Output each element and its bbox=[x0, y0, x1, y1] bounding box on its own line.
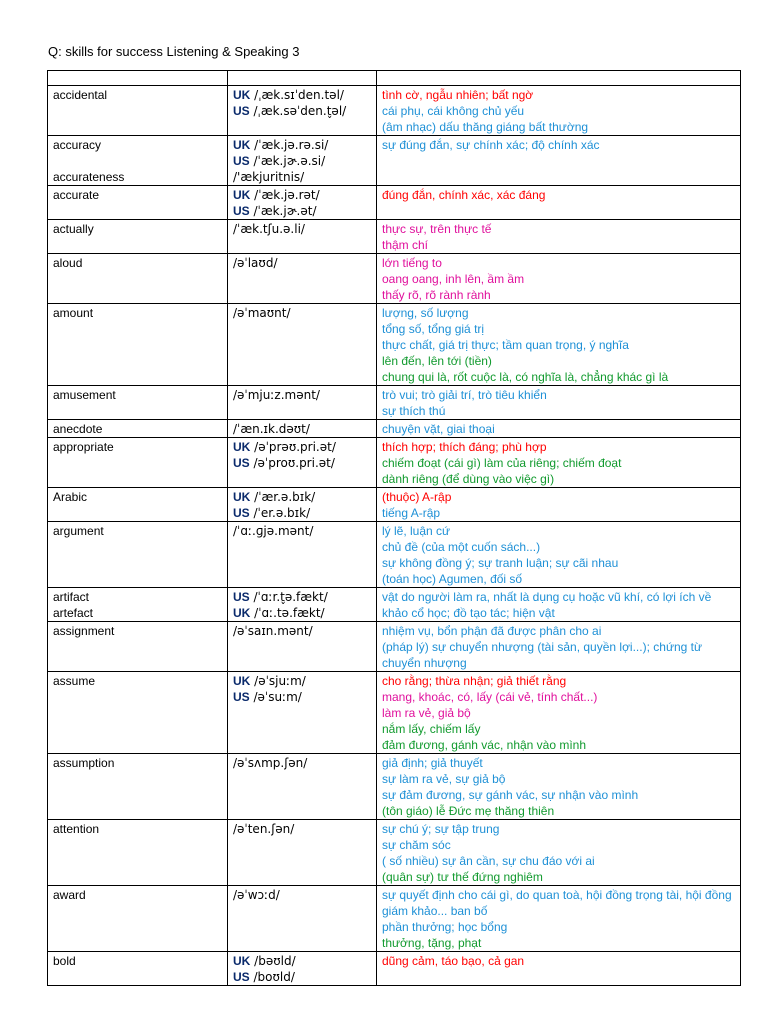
accent-label: US bbox=[233, 970, 250, 984]
word-text: award bbox=[53, 888, 86, 902]
pronunciation-line bbox=[233, 153, 372, 169]
word-cell bbox=[48, 254, 228, 304]
word-cell bbox=[48, 386, 228, 420]
definition-line: sự chăm sóc bbox=[382, 838, 451, 852]
word-text: argument bbox=[53, 524, 104, 538]
ipa-text: /əˈsaɪn.mənt/ bbox=[233, 624, 313, 638]
definition-cell bbox=[377, 420, 741, 438]
definition-line: nắm lấy, chiếm lấy bbox=[382, 722, 481, 736]
word-cell bbox=[48, 952, 228, 986]
definition-cell bbox=[377, 220, 741, 254]
pronunciation-line bbox=[233, 589, 372, 605]
table-row bbox=[48, 438, 741, 488]
ipa-text: /əˈlaʊd/ bbox=[233, 256, 278, 270]
definition-line: (toán học) Agumen, đối số bbox=[382, 572, 523, 586]
pronunciation-cell bbox=[228, 488, 377, 522]
ipa-text: /əˈmaʊnt/ bbox=[233, 306, 291, 320]
ipa-text: /əˈproʊ.pri.ət/ bbox=[249, 456, 335, 470]
definition-cell bbox=[377, 754, 741, 820]
word-text: accurateness bbox=[53, 170, 125, 184]
word-text: accidental bbox=[53, 88, 108, 102]
pronunciation-line bbox=[233, 421, 372, 437]
pronunciation-line bbox=[233, 221, 372, 237]
word-cell bbox=[48, 672, 228, 754]
definition-cell bbox=[377, 522, 741, 588]
header-cell-pronunciation bbox=[228, 71, 377, 86]
pronunciation-cell bbox=[228, 304, 377, 386]
accent-label: US bbox=[233, 690, 250, 704]
definition-line: lên đến, lên tới (tiền) bbox=[382, 354, 492, 368]
pronunciation-line bbox=[233, 255, 372, 271]
word-cell bbox=[48, 522, 228, 588]
ipa-text: /ˈæk.jə.rət/ bbox=[250, 188, 320, 202]
pronunciation-line bbox=[233, 203, 372, 219]
ipa-text: /ˈæk.jɚ.ət/ bbox=[249, 204, 317, 218]
accent-label: UK bbox=[233, 674, 251, 688]
word-text: actually bbox=[53, 222, 94, 236]
pronunciation-line bbox=[233, 87, 372, 103]
ipa-text: /ˈær.ə.bɪk/ bbox=[250, 490, 316, 504]
accent-label: UK bbox=[233, 606, 251, 620]
pronunciation-line bbox=[233, 137, 372, 153]
definition-line: chủ đề (của một cuốn sách...) bbox=[382, 540, 541, 554]
definition-line: ( số nhiều) sự ân cần, sự chu đáo với ai bbox=[382, 854, 595, 868]
pronunciation-cell bbox=[228, 952, 377, 986]
pronunciation-line bbox=[233, 953, 372, 969]
definition-line: sự đúng đắn, sự chính xác; độ chính xác bbox=[382, 138, 600, 152]
accent-label: UK bbox=[233, 490, 251, 504]
ipa-text: /boʊld/ bbox=[249, 970, 295, 984]
definition-line: chiếm đoạt (cái gì) làm của riêng; chiếm đoạt bbox=[382, 456, 622, 470]
word-text: assumption bbox=[53, 756, 115, 770]
definition-line: sự quyết định cho cái gì, do quan toà, hội đồng trọng tài, hội đồng giám khảo... ban bố bbox=[382, 888, 732, 918]
table-row bbox=[48, 754, 741, 820]
word-text: bold bbox=[53, 954, 76, 968]
ipa-text: /ˈɑː.tə.fækt/ bbox=[250, 606, 325, 620]
ipa-text: /əˈwɔːd/ bbox=[233, 888, 280, 902]
definition-line: thích hợp; thích đáng; phù hợp bbox=[382, 440, 547, 454]
page-title: Q: skills for success Listening & Speaking 3 bbox=[48, 44, 300, 59]
table-row bbox=[48, 220, 741, 254]
pronunciation-cell bbox=[228, 86, 377, 136]
definition-cell bbox=[377, 622, 741, 672]
pronunciation-cell bbox=[228, 220, 377, 254]
table-row bbox=[48, 820, 741, 886]
pronunciation-line bbox=[233, 169, 372, 185]
pronunciation-cell bbox=[228, 588, 377, 622]
ipa-text: /ˈer.ə.bɪk/ bbox=[249, 506, 311, 520]
accent-label: US bbox=[233, 154, 250, 168]
table-row bbox=[48, 86, 741, 136]
definition-line: dành riêng (để dùng vào việc gì) bbox=[382, 472, 555, 486]
definition-cell bbox=[377, 438, 741, 488]
ipa-text: /əˈprəʊ.pri.ət/ bbox=[250, 440, 336, 454]
table-row bbox=[48, 588, 741, 622]
definition-cell bbox=[377, 820, 741, 886]
accent-label: US bbox=[233, 456, 250, 470]
definition-line: sự thích thú bbox=[382, 404, 446, 418]
table-row bbox=[48, 952, 741, 986]
word-cell bbox=[48, 438, 228, 488]
accent-label: UK bbox=[233, 88, 251, 102]
ipa-text: /bəʊld/ bbox=[250, 954, 296, 968]
pronunciation-cell bbox=[228, 522, 377, 588]
definition-line: lớn tiếng to bbox=[382, 256, 442, 270]
definition-line: thực chất, giá trị thực; tầm quan trọng, ý nghĩa bbox=[382, 338, 629, 352]
table-row bbox=[48, 522, 741, 588]
definition-line: tiếng A-rập bbox=[382, 506, 441, 520]
pronunciation-cell bbox=[228, 254, 377, 304]
definition-cell bbox=[377, 588, 741, 622]
definition-line: tổng số, tổng giá trị bbox=[382, 322, 485, 336]
pronunciation-line bbox=[233, 969, 372, 985]
pronunciation-cell bbox=[228, 622, 377, 672]
definition-line: sự đảm đương, sự gánh vác, sự nhận vào mình bbox=[382, 788, 639, 802]
table-row bbox=[48, 386, 741, 420]
definition-line: (pháp lý) sự chuyển nhượng (tài sản, quyền lợi...); chứng từ chuyển nhượng bbox=[382, 640, 703, 670]
word-text: appropriate bbox=[53, 440, 114, 454]
definition-cell bbox=[377, 386, 741, 420]
table-row bbox=[48, 886, 741, 952]
definition-cell bbox=[377, 886, 741, 952]
header-cell-definition bbox=[377, 71, 741, 86]
vocabulary-table bbox=[47, 70, 741, 986]
definition-line: đúng đắn, chính xác, xác đáng bbox=[382, 188, 546, 202]
definition-cell bbox=[377, 136, 741, 186]
ipa-text: /ˌæk.səˈden.t̬əl/ bbox=[249, 104, 347, 118]
accent-label: US bbox=[233, 590, 250, 604]
word-cell bbox=[48, 488, 228, 522]
ipa-text: /ˈæn.ɪk.dəʊt/ bbox=[233, 422, 310, 436]
accent-label: UK bbox=[233, 188, 251, 202]
word-cell bbox=[48, 622, 228, 672]
table-row bbox=[48, 136, 741, 186]
pronunciation-cell bbox=[228, 186, 377, 220]
table-row bbox=[48, 254, 741, 304]
definition-line: mang, khoác, có, lấy (cái vẻ, tính chất...) bbox=[382, 690, 598, 704]
ipa-text: /əˈsjuːm/ bbox=[250, 674, 306, 688]
accent-label: US bbox=[233, 204, 250, 218]
ipa-text: /ˈɑːr.t̬ə.fækt/ bbox=[249, 590, 328, 604]
pronunciation-cell bbox=[228, 754, 377, 820]
table-header-row bbox=[48, 71, 741, 86]
definition-cell bbox=[377, 672, 741, 754]
ipa-text: /əˈsʌmp.ʃən/ bbox=[233, 756, 308, 770]
word-text: attention bbox=[53, 822, 100, 836]
pronunciation-line bbox=[233, 305, 372, 321]
pronunciation-cell bbox=[228, 386, 377, 420]
word-cell bbox=[48, 820, 228, 886]
definition-line: (âm nhạc) dấu thăng giáng bất thường bbox=[382, 120, 589, 134]
pronunciation-cell bbox=[228, 438, 377, 488]
definition-line: lý lẽ, luận cứ bbox=[382, 524, 451, 538]
definition-cell bbox=[377, 304, 741, 386]
definition-line: phần thưởng; học bổng bbox=[382, 920, 508, 934]
pronunciation-cell bbox=[228, 672, 377, 754]
word-cell bbox=[48, 886, 228, 952]
word-text: artefact bbox=[53, 606, 94, 620]
word-text bbox=[53, 153, 223, 169]
word-cell bbox=[48, 588, 228, 622]
definition-cell bbox=[377, 86, 741, 136]
ipa-text: /ˌæk.sɪˈden.təl/ bbox=[250, 88, 344, 102]
pronunciation-line bbox=[233, 623, 372, 639]
ipa-text: /ˈɑː.ɡjə.mənt/ bbox=[233, 524, 314, 538]
pronunciation-cell bbox=[228, 820, 377, 886]
word-text: accuracy bbox=[53, 138, 102, 152]
word-text: assume bbox=[53, 674, 96, 688]
pronunciation-line bbox=[233, 439, 372, 455]
definition-line: (quân sự) tư thế đứng nghiêm bbox=[382, 870, 543, 884]
word-cell bbox=[48, 754, 228, 820]
definition-cell bbox=[377, 952, 741, 986]
definition-line: (tôn giáo) lễ Đức mẹ thăng thiên bbox=[382, 804, 555, 818]
pronunciation-line bbox=[233, 821, 372, 837]
definition-line: cho rằng; thừa nhận; giả thiết rằng bbox=[382, 674, 567, 688]
definition-line: cái phụ, cái không chủ yếu bbox=[382, 104, 525, 118]
definition-line: thấy rõ, rõ rành rành bbox=[382, 288, 491, 302]
ipa-text: /əˈmjuːz.mənt/ bbox=[233, 388, 320, 402]
ipa-text: /əˈten.ʃən/ bbox=[233, 822, 295, 836]
pronunciation-cell bbox=[228, 420, 377, 438]
accent-label: UK bbox=[233, 954, 251, 968]
pronunciation-line bbox=[233, 755, 372, 771]
table-row bbox=[48, 420, 741, 438]
definition-line: sự không đồng ý; sự tranh luận; sự cãi nhau bbox=[382, 556, 619, 570]
table-row bbox=[48, 304, 741, 386]
pronunciation-line bbox=[233, 387, 372, 403]
word-cell bbox=[48, 420, 228, 438]
definition-line: thưởng, tặng, phạt bbox=[382, 936, 482, 950]
pronunciation-line bbox=[233, 605, 372, 621]
definition-line: làm ra vẻ, giả bộ bbox=[382, 706, 471, 720]
table-row bbox=[48, 186, 741, 220]
definition-line: đảm đương, gánh vác, nhận vào mình bbox=[382, 738, 587, 752]
pronunciation-cell bbox=[228, 136, 377, 186]
definition-line: sự chú ý; sự tập trung bbox=[382, 822, 500, 836]
definition-line: nhiệm vụ, bổn phận đã được phân cho ai bbox=[382, 624, 602, 638]
word-text: Arabic bbox=[53, 490, 88, 504]
word-text: artifact bbox=[53, 590, 90, 604]
pronunciation-line bbox=[233, 187, 372, 203]
word-cell bbox=[48, 86, 228, 136]
definition-line: thậm chí bbox=[382, 238, 429, 252]
definition-line: thực sự, trên thực tế bbox=[382, 222, 492, 236]
definition-line: oang oang, inh lên, ầm ầm bbox=[382, 272, 525, 286]
definition-line: vật do người làm ra, nhất là dụng cụ hoặc vũ khí, có lợi ích về khảo cổ học; đồ tạo tác; hiện vật bbox=[382, 590, 712, 620]
table-row bbox=[48, 672, 741, 754]
table-row bbox=[48, 622, 741, 672]
accent-label: UK bbox=[233, 440, 251, 454]
table-row bbox=[48, 488, 741, 522]
word-cell bbox=[48, 220, 228, 254]
word-text: anecdote bbox=[53, 422, 103, 436]
definition-line: dũng cảm, táo bạo, cả gan bbox=[382, 954, 525, 968]
definition-line: (thuộc) A-rập bbox=[382, 490, 452, 504]
pronunciation-line bbox=[233, 505, 372, 521]
word-text: assignment bbox=[53, 624, 115, 638]
definition-line: trò vui; trò giải trí, trò tiêu khiển bbox=[382, 388, 547, 402]
accent-label: US bbox=[233, 506, 250, 520]
definition-line: lượng, số lượng bbox=[382, 306, 469, 320]
word-cell bbox=[48, 304, 228, 386]
definition-line: tình cờ, ngẫu nhiên; bất ngờ bbox=[382, 88, 534, 102]
word-text: accurate bbox=[53, 188, 100, 202]
definition-cell bbox=[377, 254, 741, 304]
definition-line: sự làm ra vẻ, sự giả bộ bbox=[382, 772, 506, 786]
ipa-text: /ˈæk.jə.rə.si/ bbox=[250, 138, 329, 152]
definition-line: chung qui là, rốt cuộc là, có nghĩa là, chẳng khác gì là bbox=[382, 370, 669, 384]
ipa-text: /ˈæk.jɚ.ə.si/ bbox=[249, 154, 326, 168]
ipa-text: /ˈæk.tʃu.ə.li/ bbox=[233, 222, 305, 236]
pronunciation-cell bbox=[228, 886, 377, 952]
word-cell bbox=[48, 136, 228, 186]
ipa-text: /'ækjuritnis/ bbox=[233, 170, 305, 184]
word-text: amusement bbox=[53, 388, 116, 402]
definition-cell bbox=[377, 186, 741, 220]
word-cell bbox=[48, 186, 228, 220]
pronunciation-line bbox=[233, 455, 372, 471]
pronunciation-line bbox=[233, 887, 372, 903]
accent-label: US bbox=[233, 104, 250, 118]
pronunciation-line bbox=[233, 673, 372, 689]
definition-line: giả định; giả thuyết bbox=[382, 756, 483, 770]
definition-line: chuyện vặt, giai thoại bbox=[382, 422, 495, 436]
pronunciation-line bbox=[233, 689, 372, 705]
definition-cell bbox=[377, 488, 741, 522]
ipa-text: /əˈsuːm/ bbox=[249, 690, 302, 704]
header-cell-word bbox=[48, 71, 228, 86]
word-text: aloud bbox=[53, 256, 83, 270]
pronunciation-line bbox=[233, 523, 372, 539]
pronunciation-line bbox=[233, 489, 372, 505]
pronunciation-line bbox=[233, 103, 372, 119]
accent-label: UK bbox=[233, 138, 251, 152]
word-text: amount bbox=[53, 306, 94, 320]
